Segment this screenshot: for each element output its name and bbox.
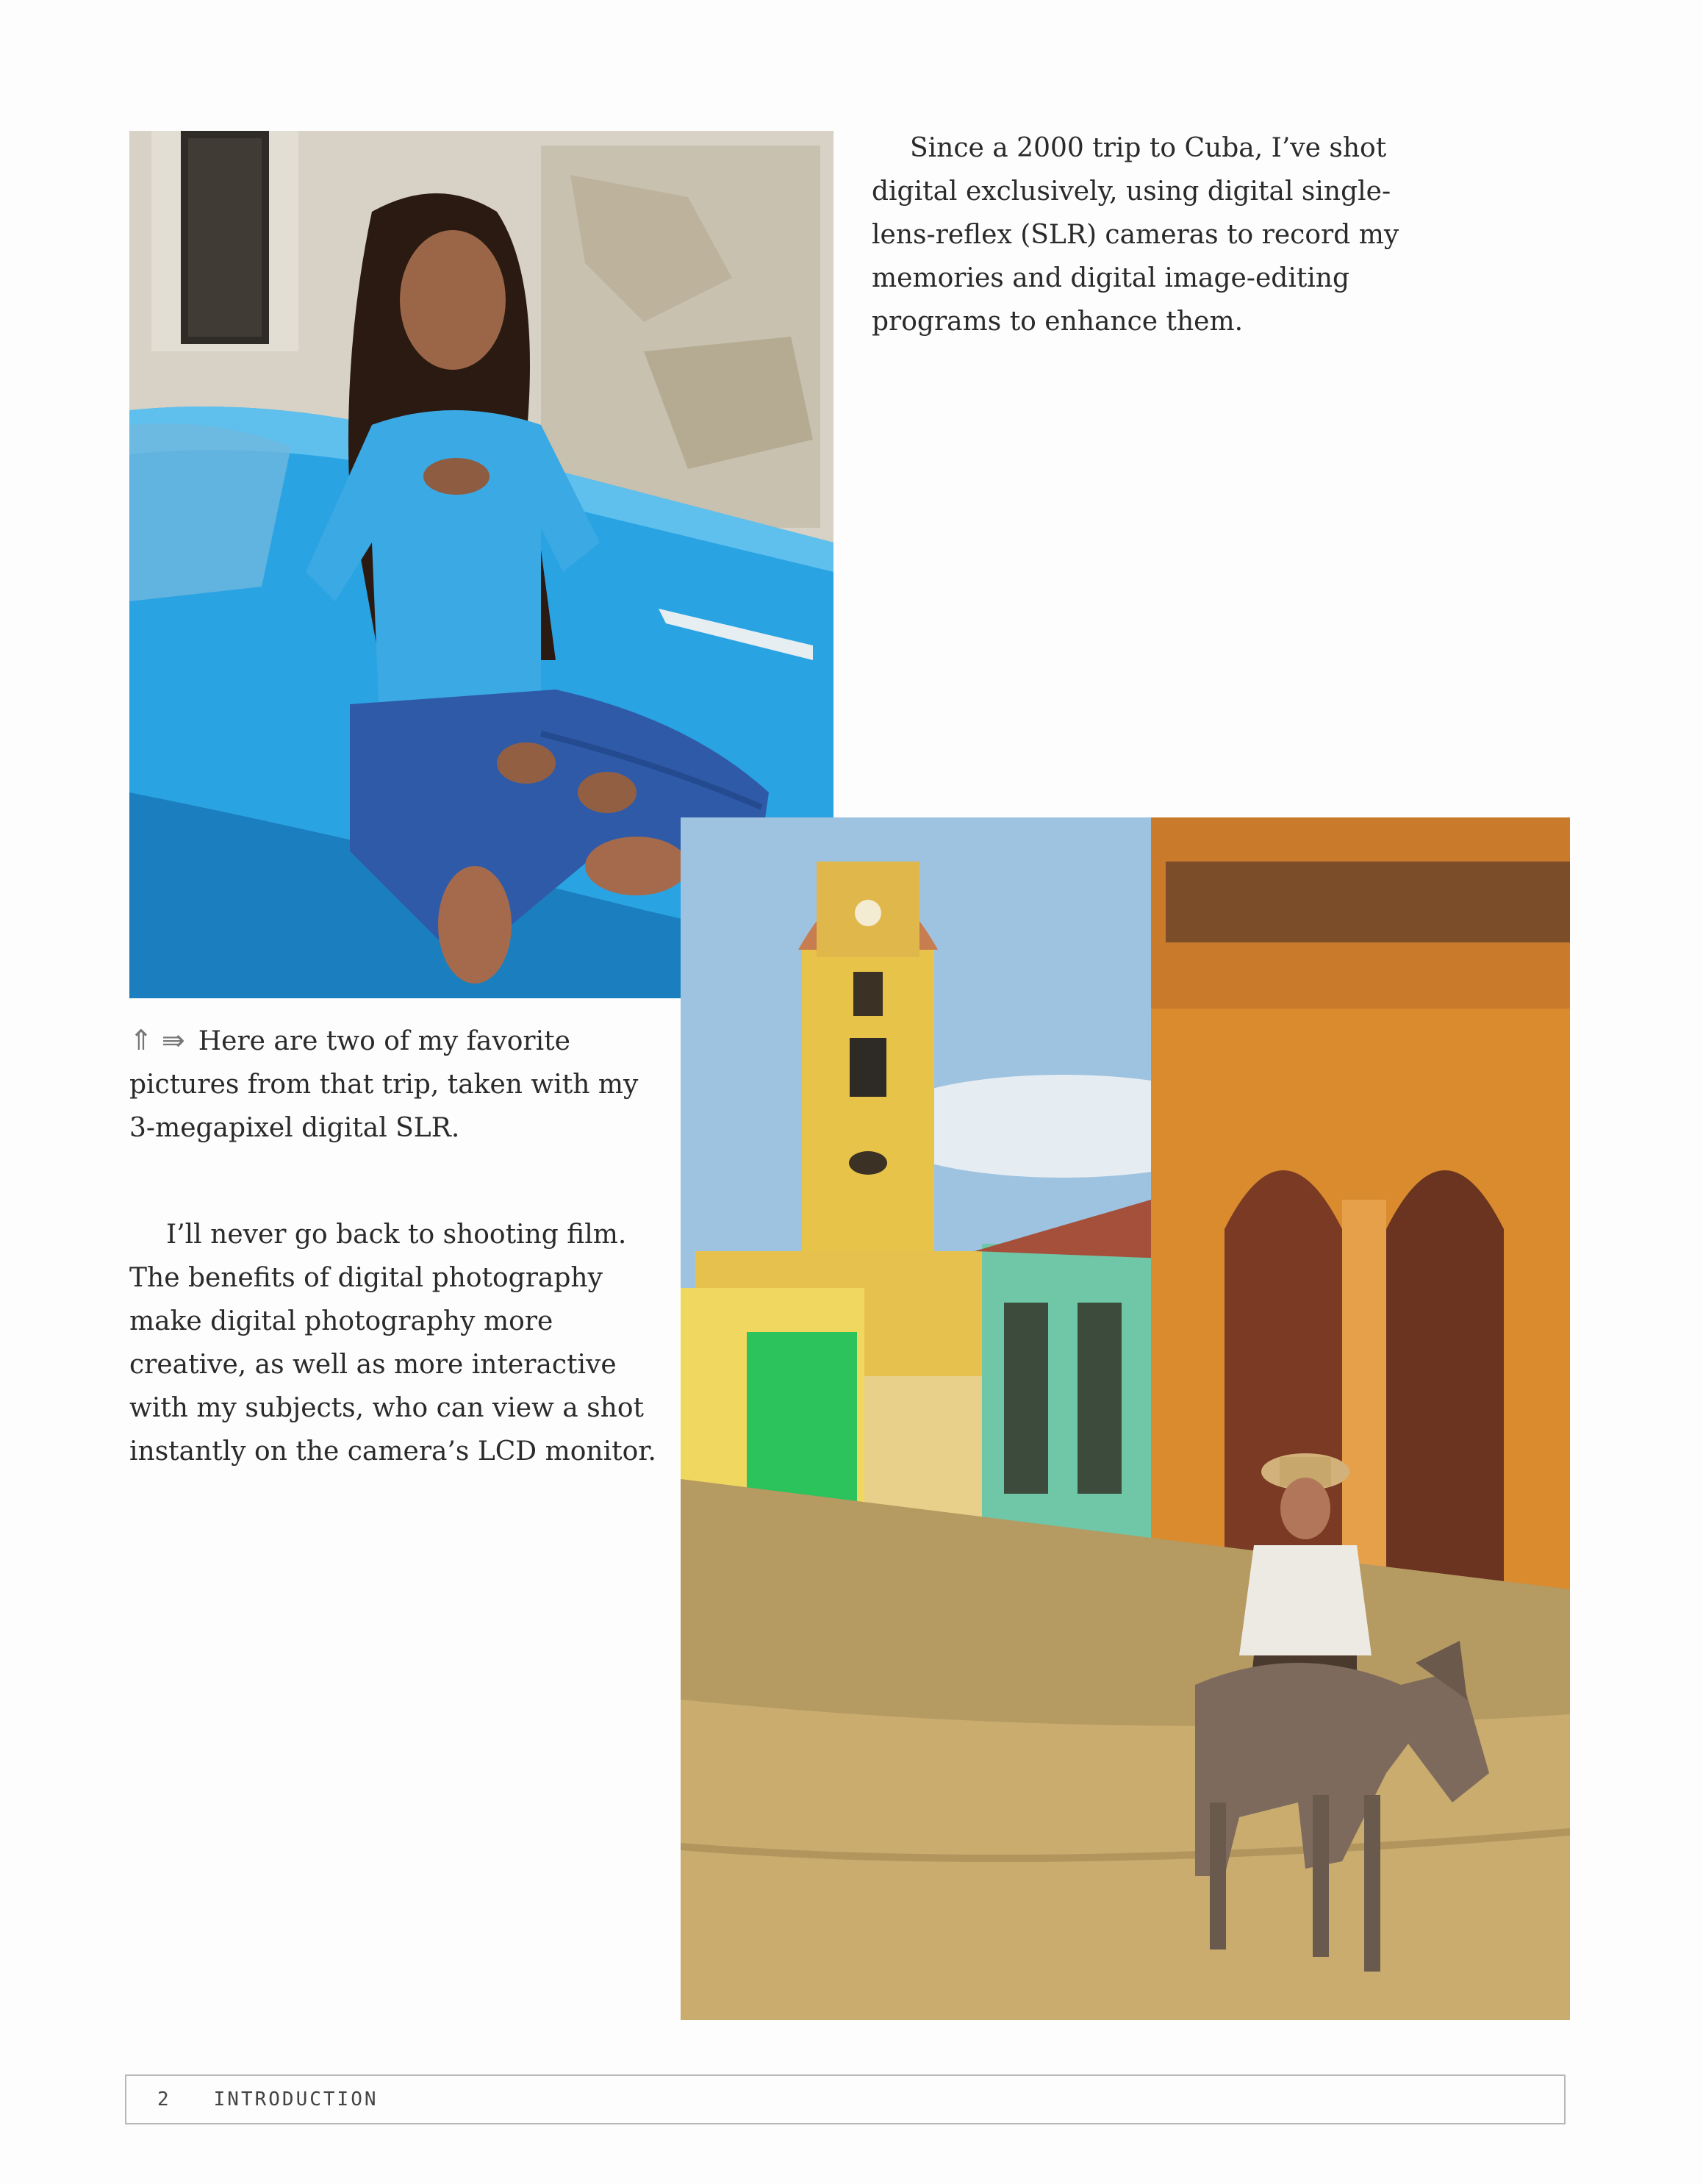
intro-paragraph	[872, 126, 1401, 343]
body-line: The benefits of digital photography	[129, 1263, 603, 1293]
body-line: with my subjects, who can view a shot	[129, 1393, 644, 1423]
arrow-up-right-icon: ⇑ ⇛	[129, 1024, 185, 1056]
body-line: make digital photography more	[129, 1306, 553, 1336]
page-number: 2	[157, 2088, 171, 2110]
body-line: creative, as well as more interactive	[129, 1350, 617, 1380]
body-line: I’ll never go back to shooting film.	[166, 1220, 627, 1250]
photo-street-donkey	[681, 817, 1570, 2020]
body-line: instantly on the camera’s LCD monitor.	[129, 1436, 656, 1467]
intro-line: lens-reflex (SLR) cameras to record my	[872, 220, 1399, 250]
body-paragraph	[129, 1213, 673, 1473]
intro-line: memories and digital image-editing	[872, 263, 1350, 293]
intro-line: digital exclusively, using digital single-	[872, 176, 1391, 207]
caption-line: 3-megapixel digital SLR.	[129, 1113, 460, 1143]
intro-line: programs to enhance them.	[872, 307, 1244, 337]
caption-line: pictures from that trip, taken with my	[129, 1070, 639, 1100]
photo-caption	[129, 1019, 673, 1150]
page-footer	[125, 2074, 1566, 2124]
intro-line: Since a 2000 trip to Cuba, I’ve shot	[910, 133, 1387, 163]
section-title: INTRODUCTION	[213, 2088, 379, 2110]
caption-line: ⇑ ⇛ Here are two of my favorite	[129, 1024, 570, 1056]
